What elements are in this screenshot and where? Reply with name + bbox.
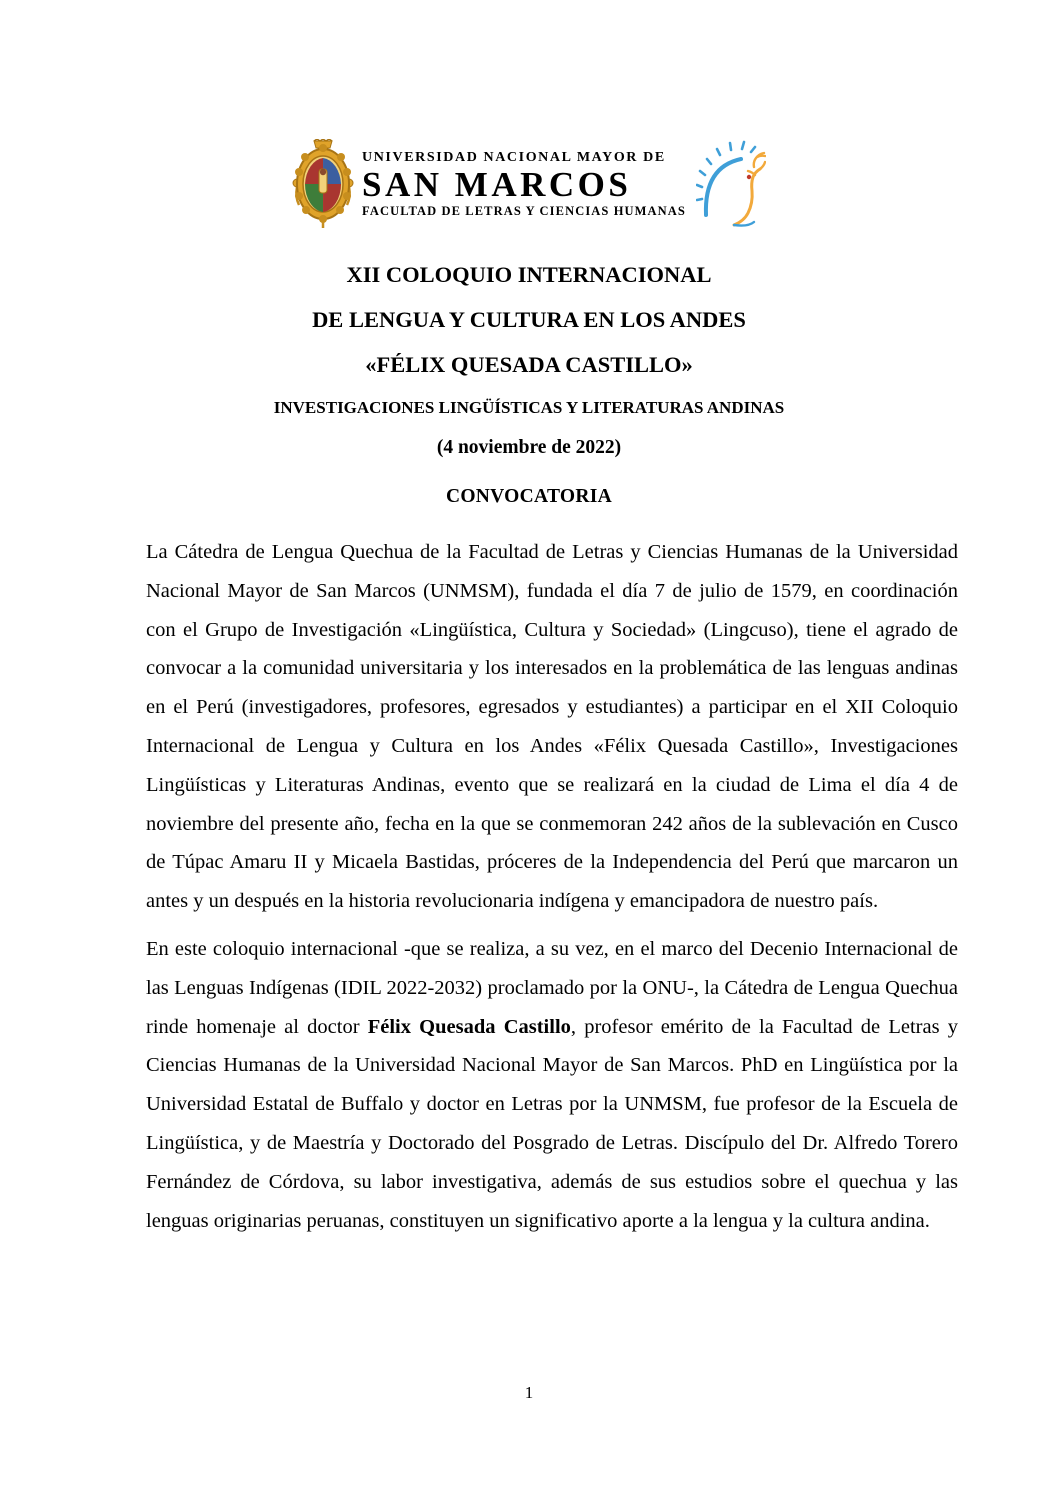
faculty-llama-sketch-icon bbox=[696, 137, 766, 232]
paragraph-1: La Cátedra de Lengua Quechua de la Facultad de Letras y Ciencias Humanas de la Universidad Nacional Mayor de San Marcos (UNMSM), fundada el día 7 de julio de 1579, en coordinación con el Grupo de Investigación «Lingüística, Cultura y Sociedad» (Lingcuso), tiene el agrado de convocar a la comunidad universitaria y los interesados en la problemática de las lenguas andinas en el Perú (investigadores, profesores, egresados y estudiantes) a participar en el XII Coloquio Internacional de Lengua y Cultura en los Andes «Félix Quesada Castillo», Investigaciones Lingüísticas y Literaturas Andinas, evento que se realizará en la ciudad de Lima el día 4 de noviembre del presente año, fecha en la que se conmemoran 242 años de la sublevación en Cusco de Túpac Amaru II y Micaela Bastidas, próceres de la Independencia del Perú que marcaron un antes y un después en la historia revolucionaria indígena y emancipadora de nuestro país. bbox=[146, 541, 958, 913]
event-date: (4 noviembre de 2022) bbox=[436, 437, 622, 458]
university-logo bbox=[292, 138, 766, 230]
event-title-line3: «FÉLIX QUESADA CASTILLO» bbox=[365, 352, 693, 377]
page-number: 1 bbox=[524, 1383, 534, 1402]
university-line-text: UNIVERSIDAD NACIONAL MAYOR DE bbox=[362, 149, 666, 165]
faculty-line-text: FACULTAD DE LETRAS Y CIENCIAS HUMANAS bbox=[362, 203, 686, 218]
paragraph-2-text-before: En este coloquio internacional -que se realiza, a su vez, en el marco del Decenio Internacional de las Lenguas Indígenas (IDIL 2022-2032) proclamado por la ONU-, la Cátedra de Lengua Quechua rinde homenaje al doctor bbox=[146, 937, 958, 1038]
university-wordmark bbox=[362, 151, 686, 218]
event-title-line2: DE LENGUA Y CULTURA EN LOS ANDES bbox=[312, 307, 746, 332]
document-body bbox=[146, 533, 958, 1240]
paragraph-2 bbox=[146, 930, 958, 1240]
event-subtitle: INVESTIGACIONES LINGÜÍSTICAS Y LITERATURAS ANDINAS bbox=[273, 398, 785, 417]
paragraph-2-honoree-name: Félix Quesada Castillo bbox=[367, 1015, 571, 1038]
section-heading-convocatoria: CONVOCATORIA bbox=[445, 486, 613, 507]
paragraph-2-text-after: , profesor emérito de la Facultad de Letras y Ciencias Humanas de la Universidad Nacional Mayor de San Marcos. PhD en Lingüística por la Universidad Estatal de Buffalo y doctor en Letras por la UNMSM, fue profesor de la Escuela de Lingüística, y de Maestría y Doctorado del Posgrado de Letras. Discípulo del Dr. Alfredo Torero Fernández de Córdova, su labor investigativa, además de sus estudios sobre el quechua y las lenguas originarias peruanas, constituyen un significativo aporte a la lengua y la cultura andina. bbox=[146, 1015, 958, 1232]
university-coat-of-arms-icon bbox=[292, 139, 354, 229]
event-title-line1: XII COLOQUIO INTERNACIONAL bbox=[346, 262, 712, 287]
university-name-text: SAN MARCOS bbox=[362, 164, 632, 204]
